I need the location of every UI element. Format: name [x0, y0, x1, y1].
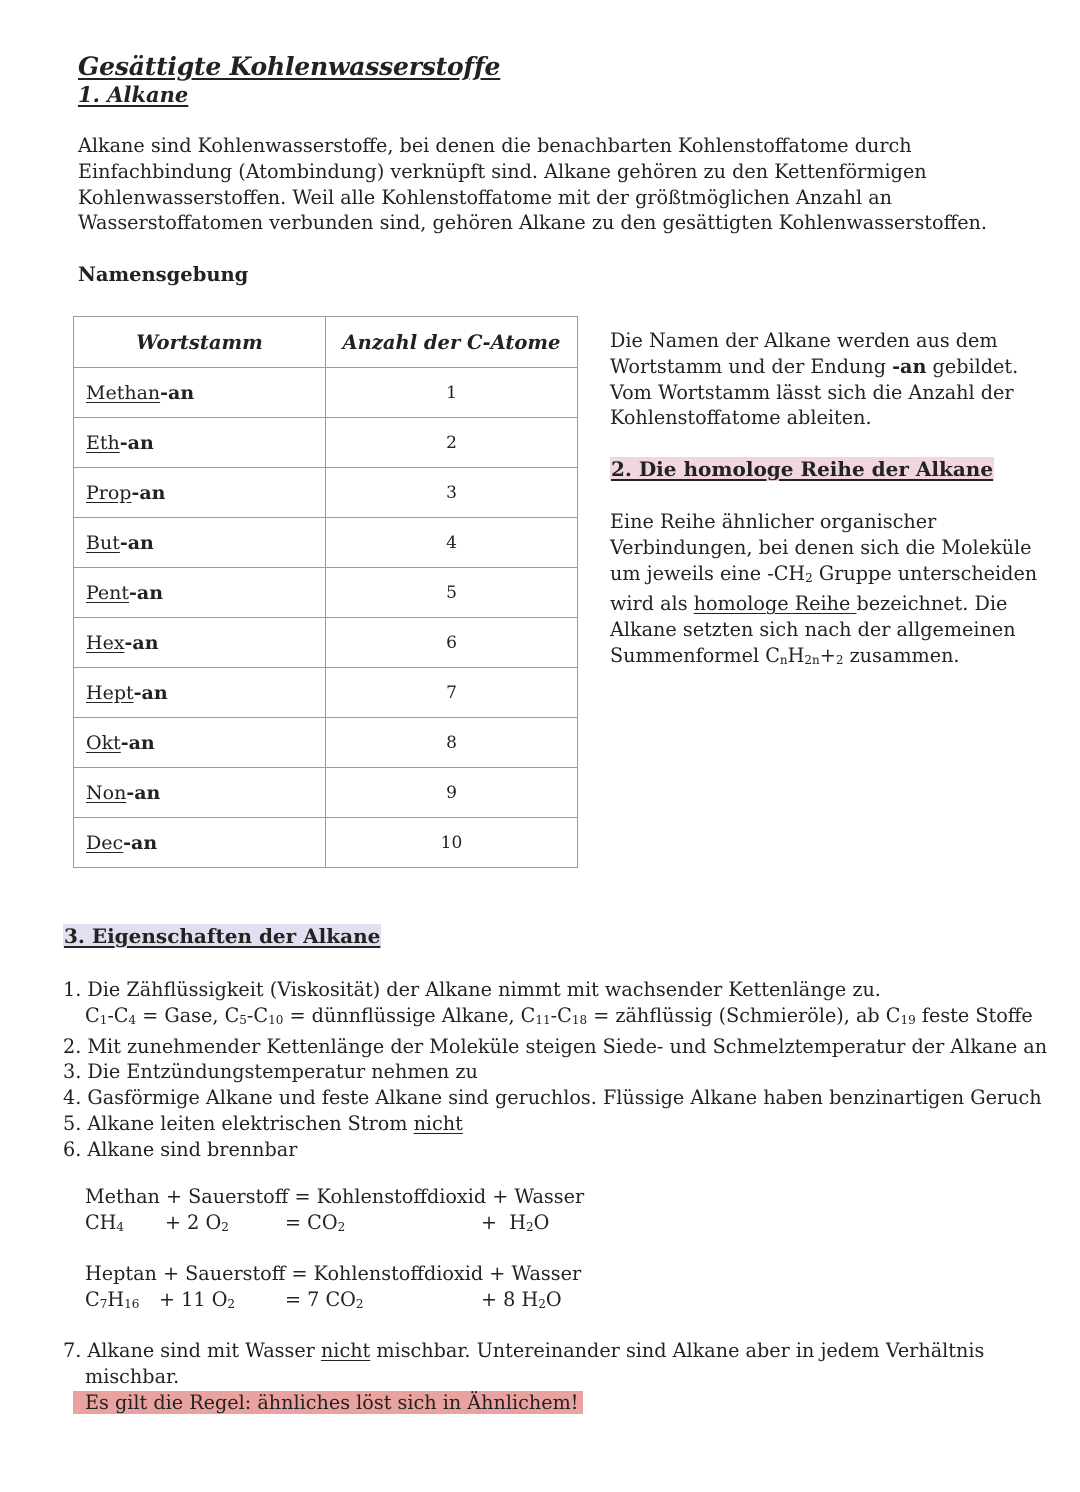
property-item-2: 2. Mit zunehmender Kettenlänge der Moleküle steigen Siede- und Schmelztemperatur der Alkane an: [63, 1034, 1048, 1058]
methane-equation: [85, 1184, 584, 1241]
stem-ending: -an: [119, 431, 154, 454]
stem-root: Hept: [86, 681, 134, 704]
table-row: [74, 368, 578, 418]
alkane-stem-cell: [74, 568, 326, 618]
table-row: [74, 518, 578, 568]
stem-ending: -an: [120, 731, 155, 754]
carbon-count-cell: 3: [326, 468, 578, 518]
naming-explanation: Die Namen der Alkane werden aus dem Wortstamm und der Endung -an gebildet. Vom Wortstamm lässt sich die Anzahl der Kohlenstoffatome ableiten.: [610, 329, 1019, 430]
table-row: [74, 618, 578, 668]
property-item-3: 3. Die Entzündungstemperatur nehmen zu: [63, 1060, 478, 1084]
homologous-series-heading: 2. Die homologe Reihe der Alkane: [611, 457, 994, 481]
section-heading-alkane: 1. Alkane: [78, 82, 189, 107]
property-item-4: 4. Gasförmige Alkane und feste Alkane sind geruchlos. Flüssige Alkane haben benzinartigen Geruch: [63, 1086, 1042, 1110]
intro-paragraph: Alkane sind Kohlenwasserstoffe, bei denen die benachbarten Kohlenstoffatome durch Einfachbindung (Atombindung) verknüpft sind. Alkane gehören zu den Kettenförmigen Kohlenwasserstoffen. Weil alle Kohlenstoffatome mit der größtmöglichen Anzahl an Wasserstoffatomen verbunden sind, gehören Alkane zu den gesättigten Kohlenwasserstoffen.: [78, 134, 988, 235]
stem-root: Pent: [86, 581, 130, 604]
stem-ending: -an: [119, 531, 154, 554]
alkane-stem-cell: [74, 668, 326, 718]
carbon-count-cell: 7: [326, 668, 578, 718]
alkane-stem-cell: [74, 418, 326, 468]
stem-ending: -an: [123, 831, 158, 854]
table-row: [74, 818, 578, 868]
carbon-count-cell: 5: [326, 568, 578, 618]
stem-ending: -an: [126, 781, 161, 804]
table-row: [74, 718, 578, 768]
alkane-stem-cell: [74, 518, 326, 568]
properties-list: [63, 977, 1063, 1163]
heptane-word-equation: Heptan + Sauerstoff = Kohlenstoffdioxid + Wasser: [85, 1262, 582, 1285]
carbon-count-cell: 8: [326, 718, 578, 768]
table-row: [74, 568, 578, 618]
column-header-stem: Wortstamm: [74, 317, 326, 368]
property-item-7: 7. Alkane sind mit Wasser nicht mischbar. Untereinander sind Alkane aber in jedem Verhältnis mischbar. Es gilt die Regel: ähnliches löst sich in Ähnlichem!: [63, 1339, 985, 1414]
stem-root: Okt: [86, 731, 121, 754]
carbon-count-cell: 6: [326, 618, 578, 668]
stem-ending: -an: [133, 681, 168, 704]
heptane-formula-equation: $C_7H_{16}$ + 11 $O_2$ = 7 $CO_2$ + 8 $H_2O$: [85, 1287, 562, 1311]
alkane-stem-cell: [74, 718, 326, 768]
stem-root: Hex: [86, 631, 125, 654]
table-header-row: [74, 317, 578, 368]
carbon-count-cell: 2: [326, 418, 578, 468]
heptane-equation: [85, 1261, 581, 1318]
rule-highlight: Es gilt die Regel: ähnliches löst sich in Ähnlichem!: [73, 1391, 583, 1414]
stem-ending: -an: [160, 381, 195, 404]
table-row: [74, 468, 578, 518]
stem-root: But: [86, 531, 120, 554]
homologous-series-text: Eine Reihe ähnlicher organischer Verbindungen, bei denen sich die Moleküle um jeweils eine $-CH_2$ Gruppe unterscheiden wird als homologe Reihe bezeichnet. Die Alkane setzten sich nach der allgemeinen Summenformel $C_nH_{2n}+_2$ zusammen.: [610, 510, 1038, 667]
stem-root: Dec: [86, 831, 124, 854]
property-item-1-detail: $C_1-C_4$ = Gase, $C_5-C_{10}$ = dünnflüssige Alkane, $C_{11}-C_{18}$ = zähflüssig (Schmieröle), ab $C_{19}$ feste Stoffe: [85, 1003, 1033, 1027]
stem-root: Eth: [86, 431, 120, 454]
property-item-5: 5. Alkane leiten elektrischen Strom nicht: [63, 1111, 463, 1135]
naming-table: [73, 316, 578, 868]
alkane-stem-cell: [74, 768, 326, 818]
alkane-stem-cell: [74, 368, 326, 418]
page-title: Gesättigte Kohlenwasserstoffe: [78, 52, 501, 81]
naming-heading: Namensgebung: [78, 263, 249, 286]
carbon-count-cell: 9: [326, 768, 578, 818]
stem-ending: -an: [124, 631, 159, 654]
alkane-stem-cell: [74, 618, 326, 668]
table-row: [74, 768, 578, 818]
methane-word-equation: Methan + Sauerstoff = Kohlenstoffdioxid + Wasser: [85, 1185, 585, 1208]
table-row: [74, 418, 578, 468]
stem-ending: -an: [131, 481, 166, 504]
stem-root: Prop: [86, 481, 132, 504]
stem-root: Non: [86, 781, 127, 804]
carbon-count-cell: 4: [326, 518, 578, 568]
stem-ending: -an: [129, 581, 164, 604]
properties-heading: 3. Eigenschaften der Alkane: [64, 924, 381, 948]
stem-root: Methan: [86, 381, 161, 404]
alkane-stem-cell: [74, 468, 326, 518]
carbon-count-cell: 1: [326, 368, 578, 418]
methane-formula-equation: $CH_4$ + 2 $O_2$ = $CO_2$ + $H_2O$: [85, 1210, 550, 1234]
property-item-1: 1. Die Zähflüssigkeit (Viskosität) der Alkane nimmt mit wachsender Kettenlänge zu.: [63, 978, 881, 1001]
carbon-count-cell: 10: [326, 818, 578, 868]
property-item-6: 6. Alkane sind brennbar: [63, 1137, 298, 1161]
column-header-count: Anzahl der C-Atome: [326, 317, 578, 368]
table-row: [74, 668, 578, 718]
alkane-stem-cell: [74, 818, 326, 868]
